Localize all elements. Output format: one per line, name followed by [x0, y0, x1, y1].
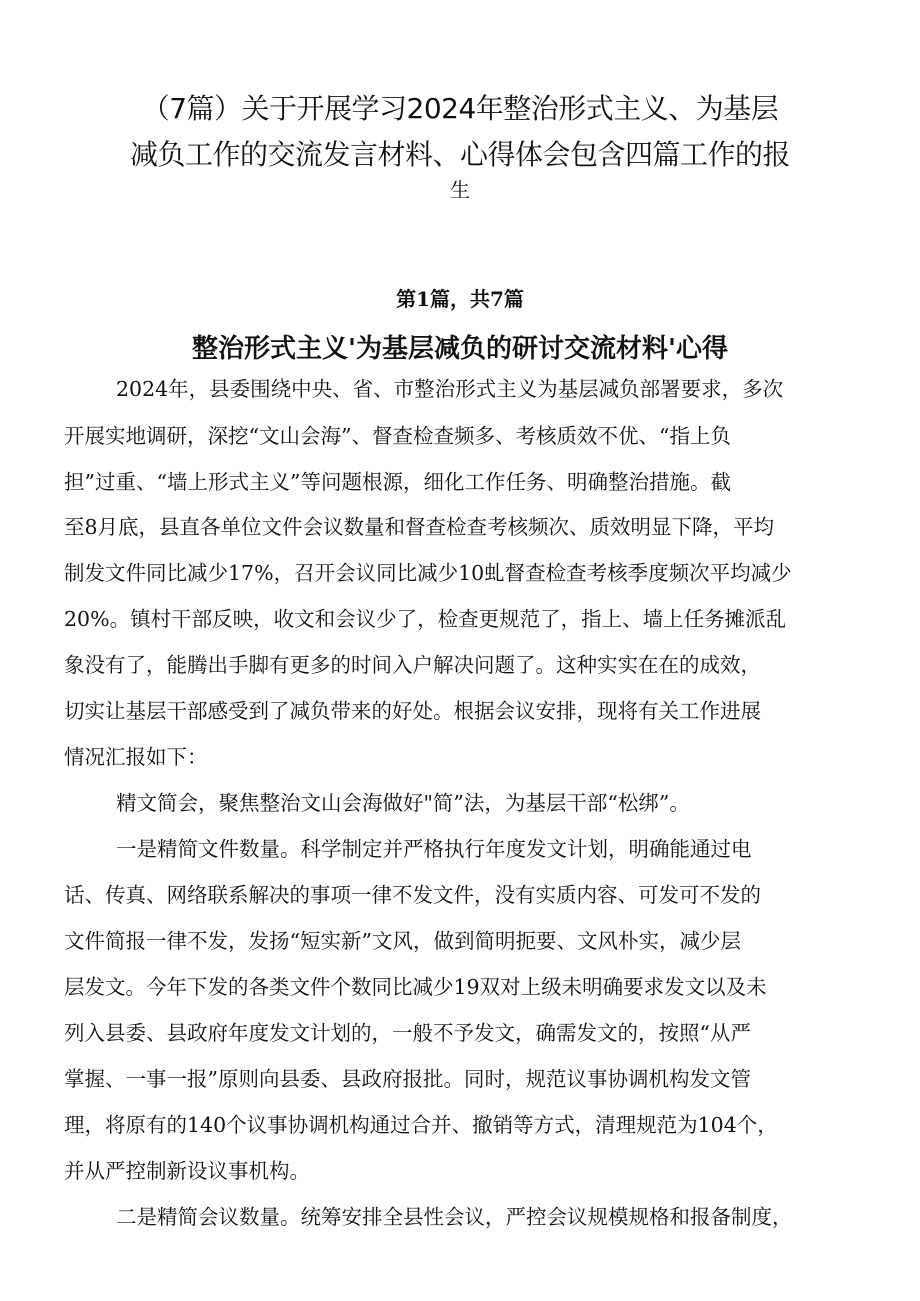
- body-line: 制发文件同比减少17%，召开会议同比减少10虬督查检查考核季度频次平均减少: [64, 561, 792, 585]
- body-line: 文件简报一律不发，发扬“短实新”文风，做到简明扼要、文风朴实，减少层: [64, 929, 741, 953]
- article-title: 整治形式主义'为基层减负的研讨交流材料'心得: [192, 334, 728, 364]
- body-line: 列入县委、县政府年度发文计划的，一般不予发文，确需发文的，按照“从严: [64, 1021, 751, 1045]
- document-title-tail: 生: [450, 178, 470, 202]
- body-line: 切实让基层干部感受到了减负带来的好处。根据会议安排，现将有关工作进展: [64, 699, 761, 723]
- body-line: 并从严控制新设议事机构。: [64, 1159, 310, 1183]
- body-line: 一是精简文件数量。科学制定并严格执行年度发文计划，明确能通过电: [116, 837, 752, 861]
- body-line: 二是精简会议数量。统筹安排全县性会议，严控会议规模规格和报备制度，: [116, 1205, 793, 1229]
- part-indicator: 第1篇，共7篇: [396, 287, 524, 311]
- body-line: 2024年，县委围绕中央、省、市整治形式主义为基层减负部署要求，多次: [116, 377, 784, 401]
- body-line: 话、传真、网络联系解决的事项一律不发文件，没有实质内容、可发可不发的: [64, 883, 761, 907]
- body-line: 层发文。今年下发的各类文件个数同比减少19双对上级未明确要求发文以及未: [64, 975, 767, 999]
- body-line: 掌握、一事一报”原则向县委、县政府报批。同时，规范议事协调机构发文管: [64, 1067, 751, 1091]
- body-line: 开展实地调研，深挖“文山会海”、督查检查频多、考核质效不优、“指上负: [64, 424, 731, 448]
- body-line: 理，将原有的140个议事协调机构通过合并、撤销等方式，清理规范为104个，: [64, 1113, 778, 1137]
- body-line: 象没有了，能腾出手脚有更多的时间入户解决问题了。这种实实在在的成效，: [64, 653, 761, 677]
- body-line: 20%。镇村干部反映，收文和会议少了，检查更规范了，指上、墙上任务摊派乱: [64, 607, 787, 631]
- document-title-line-1: （7篇）关于开展学习2024年整治形式主义、为基层: [141, 92, 779, 125]
- document-title-line-2: 减负工作的交流发言材料、心得体会包含四篇工作的报: [129, 138, 790, 171]
- body-line: 担”过重、“墙上形式主义”等问题根源，细化工作任务、明确整治措施。截: [64, 470, 731, 494]
- body-line: 精文简会，聚焦整治文山会海做好"简”法，为基层干部“松绑”。: [116, 791, 690, 815]
- body-line: 情况汇报如下：: [64, 745, 208, 769]
- body-line: 至8月底，县直各单位文件会议数量和督查检查考核频次、质效明显下降，平均: [64, 515, 775, 539]
